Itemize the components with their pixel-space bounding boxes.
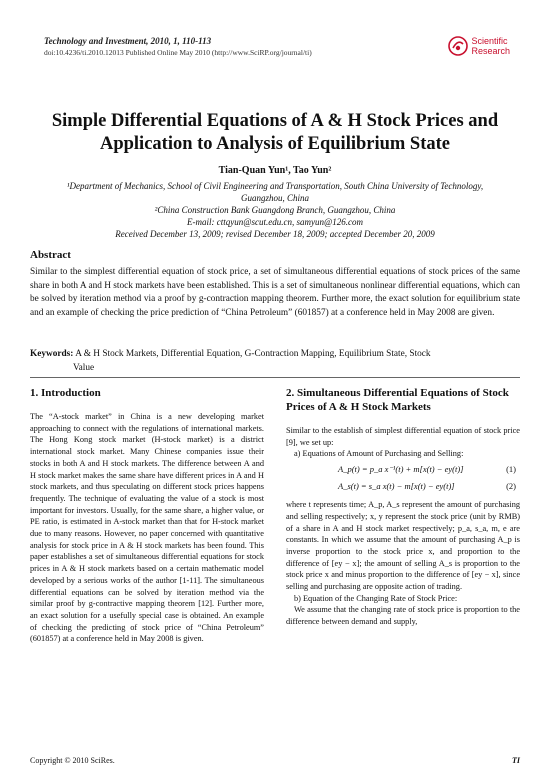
section-1-text: The “A-stock market” in China is a new developing market approaching to connect with the regulations of international markets. The Hong Kong stock market (H-stock market) is a district international stock market. Many Chinese companies issue their stocks in both A and H stock markets. The difference between A and H stock market makes the same share have different prices in A and H stock markets, and thus speculating on different stock prices happens frequently. The technique of evaluating the value of a stock is most important for investors. Usually, for the same share, a higher value, or PE ratio, is estimated in A-stock market than that for H-stock market due to many reasons. However, no paper concerned with quantitative analysis for stock price in A & H stock markets has been found. This paper establishes a set of simultaneous differential equations for stock prices in A & H stock markets based on a certain mathematic model developed by a serious works of the author [1-11]. The simultaneous differential equations can be solved by iteration method via the similar proof by g-contractive mapping theorem [12]. Further more, an exact solution for a usefully special case is obtained. An example of checking the predicting of stock price of “China Petroleum” (601857) at a conference held in May 2008 is given. — [30, 412, 264, 644]
right-column — [286, 425, 520, 628]
journal-citation: Technology and Investment, 2010, 1, 110-113 — [44, 36, 212, 46]
keywords-line-1: A & H Stock Markets, Differential Equation, G-Contraction Mapping, Equilibrium State, Stock — [75, 349, 431, 359]
affiliation-1: ¹Department of Mechanics, School of Civil Engineering and Transportation, South China University of Technology, — [66, 181, 484, 191]
logo-text-line1: Scientific — [471, 36, 508, 46]
journal-abbrev: TI — [512, 756, 520, 765]
section-2-intro: Similar to the establish of simplest differential equation of stock price [9], we set up: — [286, 426, 520, 447]
authors: Tian-Quan Yun¹, Tao Yun² — [218, 165, 332, 176]
keywords-line-2: Value — [73, 362, 95, 373]
equation-1 — [286, 460, 520, 477]
doi-line: doi:10.4236/ti.2010.12013 Published Online May 2010 (http://www.SciRP.org/journal/ti) — [44, 48, 312, 57]
affiliation-2: ²China Construction Bank Guangdong Branch, Guangzhou, China — [154, 205, 396, 215]
equation-1-number: (1) — [506, 464, 516, 475]
title-line-1: Simple Differential Equations of A & H Stock Prices and — [51, 111, 499, 131]
section-2-heading: 2. Simultaneous Differential Equations of Stock Prices of A & H Stock Markets — [286, 387, 509, 413]
paper-title — [30, 110, 520, 156]
equation-1-expression: A_p(t) = p_a x⁻¹(t) + m[x(t) − ey(t)] — [338, 464, 464, 475]
affiliation-1-city: Guangzhou, China — [240, 193, 309, 203]
equation-2 — [286, 477, 520, 494]
equation-2-number: (2) — [506, 481, 516, 492]
section-2-paragraph-1: where t represents time; A_p, A_s represent the amount of purchasing and selling respectively; x, y represent the stock price (unit by RMB) of a share in A and H stock market respectively; p_a, s_a, m, e are constants. In which we assume that the amount of purchasing A_p is inverse proportion to the stock price x, and proportion to the difference of [ey − x]; the amount of selling A_s is proportion to the stock price x and minus proportion to the difference of [ey − x], since selling and purchasing are opposite action of trading. — [286, 500, 520, 592]
section-2-paragraph-2: We assume that the changing rate of stock price is proportion to the difference between demand and supply, — [286, 605, 520, 627]
keywords-label: Keywords: — [30, 349, 74, 359]
subheading-b: b) Equation of the Changing Rate of Stock Price: — [294, 593, 458, 603]
dates-line: Received December 13, 2009; revised December 18, 2009; accepted December 20, 2009 — [115, 229, 435, 239]
equation-2-expression: A_s(t) = s_a x(t) − m[x(t) − ey(t)] — [338, 481, 455, 492]
abstract-text: Similar to the simplest differential equation of stock price, a set of simultaneous differential equations of stock prices of the same share in both A and H stock markets have been established. This is a set of simultaneous nonlinear differential equations, which can be solved by iteration method via a proof by g-contraction mapping theorem. Further more, the exact solution for equilibrium state and an example of checking the price prediction of “China Petroleum” (601857) at a conference held in May 2008 are given. — [30, 267, 520, 319]
abstract-heading: Abstract — [30, 249, 71, 261]
logo-text-line2: Research — [471, 46, 510, 56]
page-footer — [30, 756, 520, 765]
affiliations — [30, 180, 520, 240]
keywords — [30, 348, 520, 375]
subheading-a: a) Equations of Amount of Purchasing and Selling: — [294, 449, 464, 459]
copyright: Copyright © 2010 SciRes. — [30, 756, 115, 765]
section-divider — [30, 377, 520, 378]
email-line: E-mail: cttqyun@scut.edu.cn, samyun@126.com — [186, 217, 364, 227]
left-column — [30, 411, 264, 645]
scientific-research-logo-icon — [448, 36, 468, 56]
section-1-heading: 1. Introduction — [30, 387, 101, 399]
publisher-logo — [448, 36, 510, 56]
title-line-2: Application to Analysis of Equilibrium State — [99, 134, 451, 154]
